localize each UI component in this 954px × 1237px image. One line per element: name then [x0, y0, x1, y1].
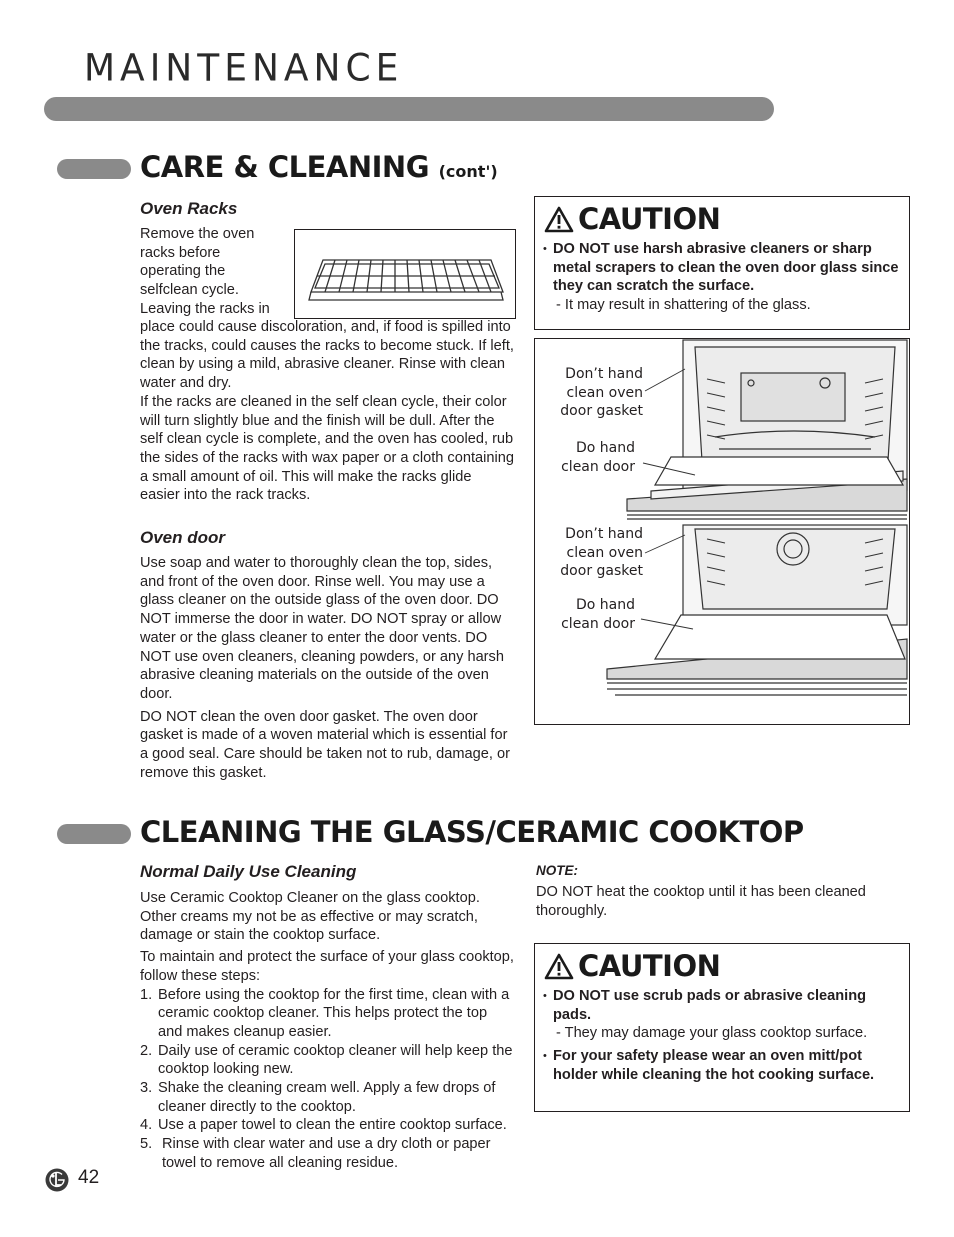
page-title: MAINTENANCE — [84, 46, 404, 91]
step-text: Use a paper towel to clean the entire cooktop surface. — [158, 1117, 507, 1134]
page-number: 42 — [78, 1167, 100, 1188]
oven-rack-illustration — [294, 229, 516, 319]
caution-item-bold: DO NOT use harsh abrasive cleaners or sharp metal scrapers to clean the oven door glass since they can scratch the surface. — [553, 241, 899, 295]
step-text: Daily use of ceramic cooktop cleaner will help keep the cooktop looking new. — [158, 1042, 513, 1078]
step-number: 1. — [140, 986, 153, 1003]
wall-oven-figure — [534, 338, 910, 725]
oven-racks-line: selfclean cycle. — [140, 282, 239, 299]
cooktop-section-title: CLEANING THE GLASS/CERAMIC COOKTOP — [140, 815, 804, 849]
callout-upper-door — [561, 439, 635, 476]
normal-use-body — [140, 889, 515, 1173]
oven-racks-line: operating the — [140, 263, 226, 280]
caution-item: • DO NOT use scrub pads or abrasive cleaning pads. - They may damage your glass cooktop surface. — [535, 987, 901, 1043]
step-number: 2. — [140, 1042, 153, 1059]
oven-racks-line: racks before — [140, 244, 221, 261]
care-cleaning-title — [140, 150, 498, 184]
oven-rack-icon — [295, 230, 515, 318]
caution-heading — [544, 202, 909, 236]
callout-lower-door — [561, 596, 635, 633]
callout-line: Do hand — [575, 440, 635, 456]
oven-door-paragraph: Use soap and water to thoroughly clean the top, sides, and front of the oven door. Rinse well. You may use a glass cleaner on the outside glass of the oven door. DO NOT immerse the door in water. DO NOT spray or allow water or the glass cleaner to enter the door vents. DO NOT use oven cleaners, cleaning powders, or any harsh abrasive cleaning materials on the outside of the oven door. — [140, 555, 504, 702]
cleaning-step — [140, 1116, 515, 1135]
caution-item-sub: - They may damage your glass cooktop surface. — [556, 1025, 868, 1042]
cleaning-step — [140, 1079, 515, 1116]
note-text: DO NOT heat the cooktop until it has been cleaned thoroughly. — [536, 884, 866, 919]
care-cleaning-title-text: CARE & CLEANING — [140, 150, 429, 184]
caution-box-oven-glass — [534, 196, 910, 330]
oven-racks-line: Remove the oven — [140, 226, 255, 242]
caution-item: • DO NOT use harsh abrasive cleaners or sharp metal scrapers to clean the oven door glass since they can scratch the surface. - It may result in shattering of the glass. — [535, 240, 901, 315]
callout-line: Don’t hand — [565, 366, 643, 382]
caution-item-sub: - It may result in shattering of the glass. — [556, 297, 811, 314]
section-marker-care — [57, 159, 131, 179]
cleaning-step — [140, 986, 515, 1042]
cleaning-steps-list — [140, 986, 515, 1173]
oven-door-paragraph: DO NOT clean the oven door gasket. The oven door gasket is made of a woven material which is essential for a good seal. Care should be taken not to rub, damage, or remove this gasket. — [140, 708, 510, 781]
oven-racks-paragraph: If the racks are cleaned in the self clean cycle, their color will turn slightly blue and the finish will be dull. After the self clean cycle is complete, and the oven has cooled, rub the sides of the racks with wax paper or a cloth containing a small amount of oil. This will make the racks glide easier into the rack tracks. — [140, 393, 514, 504]
oven-racks-line: Leaving the racks in — [140, 300, 270, 317]
oven-racks-body — [140, 318, 515, 505]
caution-heading — [544, 949, 909, 983]
normal-use-paragraph: To maintain and protect the surface of your glass cooktop, follow these steps: — [140, 949, 514, 984]
callout-line: door gasket — [560, 403, 643, 419]
step-number: 3. — [140, 1080, 153, 1097]
callout-line: clean door — [561, 615, 635, 632]
warning-triangle-icon — [544, 206, 574, 233]
callout-line: clean oven — [566, 384, 643, 401]
section-marker-cooktop — [57, 824, 131, 844]
oven-racks-intro — [140, 225, 290, 319]
caution-title: CAUTION — [578, 202, 721, 236]
step-text: Shake the cleaning cream well. Apply a few drops of cleaner directly to the cooktop. — [158, 1080, 496, 1115]
step-number: 4. — [140, 1117, 153, 1134]
caution-box-cooktop — [534, 943, 910, 1112]
callout-lower-gasket — [560, 525, 643, 581]
step-text: Rinse with clear water and use a dry cloth or paper towel to remove all cleaning residue. — [162, 1136, 491, 1171]
caution-item: • For your safety please wear an oven mitt/pot holder while cleaning the hot cooking surface. — [543, 1048, 875, 1083]
oven-racks-heading: Oven Racks — [140, 199, 238, 218]
callout-line: clean oven — [566, 544, 643, 561]
callout-line: clean door — [561, 458, 635, 475]
callout-upper-gasket — [560, 365, 643, 421]
oven-racks-paragraph: place could cause discoloration, and, if food is spilled into the tracks, could causes the racks to become stuck. If left, clean by using a mild, abrasive cleaner. Rinse with clean water and dry. — [140, 319, 514, 392]
callout-line: door gasket — [560, 563, 643, 579]
cleaning-step — [140, 1135, 515, 1172]
normal-use-paragraph: Use Ceramic Cooktop Cleaner on the glass cooktop. Other creams my not be as effective or may scratch, damage or stain the cooktop surface. — [140, 890, 480, 944]
cleaning-step — [140, 1042, 515, 1079]
step-number: 5. — [140, 1136, 153, 1153]
oven-door-body — [140, 554, 515, 782]
note-label: NOTE: — [536, 863, 578, 878]
normal-use-heading: Normal Daily Use Cleaning — [140, 862, 357, 881]
header-bar — [44, 97, 774, 121]
caution-item-bold: For your safety please wear an oven mitt/pot holder while cleaning the hot cooking surface. — [553, 1048, 875, 1083]
callout-line: Do hand — [575, 597, 635, 613]
care-cleaning-title-suffix: (cont') — [438, 162, 498, 181]
lg-logo-icon — [45, 1168, 69, 1192]
step-text: Before using the cooktop for the first time, clean with a ceramic cooktop cleaner. This helps protect the top and makes cleanup easier. — [158, 986, 510, 1040]
oven-door-heading: Oven door — [140, 528, 226, 547]
callout-line: Don’t hand — [565, 526, 643, 542]
caution-title: CAUTION — [578, 949, 721, 983]
warning-triangle-icon — [544, 953, 574, 980]
caution-item-bold: DO NOT use scrub pads or abrasive cleaning pads. — [553, 988, 867, 1023]
